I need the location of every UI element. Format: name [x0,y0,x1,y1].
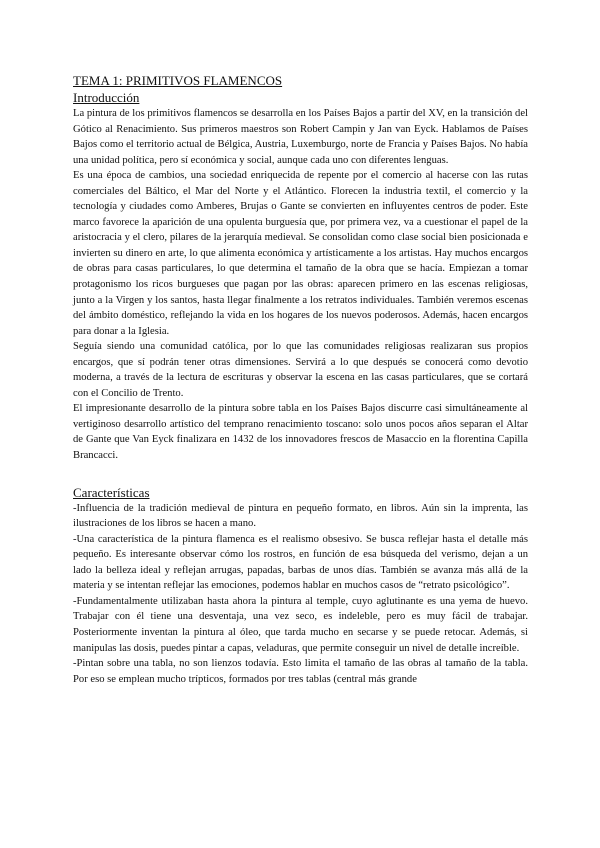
features-section [73,484,528,688]
document-title: TEMA 1: PRIMITIVOS FLAMENCOS [73,73,283,88]
intro-paragraph-1: La pintura de los primitivos flamencos se desarrolla en los Países Bajos a partir del XV, en la transición del Gótico al Renacimiento. Sus primeros maestros son Robert Campin y Jan van Eyck. Hablamos de Países Bajos como el territorio actual de Bélgica, Austria, Luxemburgo, norte de Francia y Países Bajos. No había una unidad política, pero sí económica y social, aunque cada uno con diferentes lenguas. [73,108,528,166]
features-paragraph-1: -Influencia de la tradición medieval de pintura en pequeño formato, en libros. Aún sin la imprenta, las ilustraciones de los libros se hacen a mano. [73,502,528,530]
intro-heading: Introducción [73,90,140,105]
features-heading: Características [73,484,150,500]
intro-paragraph-2: Es una época de cambios, una sociedad enriquecida de repente por el comercio al hacerse con las rutas comerciales del Báltico, el Mar del Norte y el Atlántico. Florecen la industria textil, el comercio y la tecnología y ciudades como Amberes, Brujas o Gante se convierten en influyentes centros de poder. Este marco favorece la aparición de una opulenta burguesía que, por primera vez, va a cuestionar el papel de la aristocracia y el clero, pilares de la jerarquía medieval. Se consolidan como clase social bien posicionada e invierten su dinero en arte, lo que alimenta económica y artísticamente a los artistas. Hay muchos encargos de obras para casas particulares, lo que determina el tamaño de la obra que se hacía. Empiezan a tomar protagonismo los ricos burgueses que pagan por las obras: aparecen primero en las escenas religiosas, junto a la Virgen y los santos, hasta llegar finalmente a los retratos individuales. También veremos escenas del ámbito doméstico, reflejando la vida en los hogares de los nuevos poderosos. Además, hacen encargos para donar a la Iglesia. [73,170,528,337]
features-paragraph-3: -Fundamentalmente utilizaban hasta ahora la pintura al temple, cuyo aglutinante es una yema de huevo. Trabajar con él tiene una desventaja, una vez seco, es indeleble, pero es muy fácil de trabajar. Posteriormente inventan la pintura al óleo, que tarda mucho en secarse y se puede retocar. Además, si manipulas las dosis, puedes pintar a capas, veladuras, que permite conseguir un nivel de detalle increíble. [73,595,528,654]
intro-paragraph-4: El impresionante desarrollo de la pintura sobre tabla en los Países Bajos discurre casi simultáneamente al vertiginoso desarrollo artístico del temprano renacimiento toscano: solo unos pocos años separan el Altar de Gante que Van Eyck finalizara en 1432 de los innovadores frescos de Masaccio en la florentina Capilla Brancacci. [73,403,528,462]
features-paragraph-4: -Pintan sobre una tabla, no son lienzos todavía. Esto limita el tamaño de las obras al tamaño de la tabla. Por eso se emplean mucho trípticos, formados por tres tablas (central más grande [73,658,528,685]
intro-paragraph-3: Seguía siendo una comunidad católica, por lo que las comunidades religiosas realizaran sus propios encargos, que sí podrán tener otras dimensiones. Servirá a lo que después se conocerá como devotio moderna, a través de la lectura de escrituras y observar la escena en las casas particulares, que se cortará con el Concilio de Trento. [73,341,528,399]
intro-section [73,89,528,464]
features-paragraph-2: -Una característica de la pintura flamenca es el realismo obsesivo. Se busca reflejar hasta el detalle más pequeño. Es interesante observar cómo los rostros, en función de esa búsqueda del verismo, dejan a un lado la belleza ideal y reflejan arrugas, papadas, barbas de unos días. También se avanza más allá de la materia y se intentan reflejar las emociones, podemos hablar en muchos casos de “retrato psicológico”. [73,533,528,592]
